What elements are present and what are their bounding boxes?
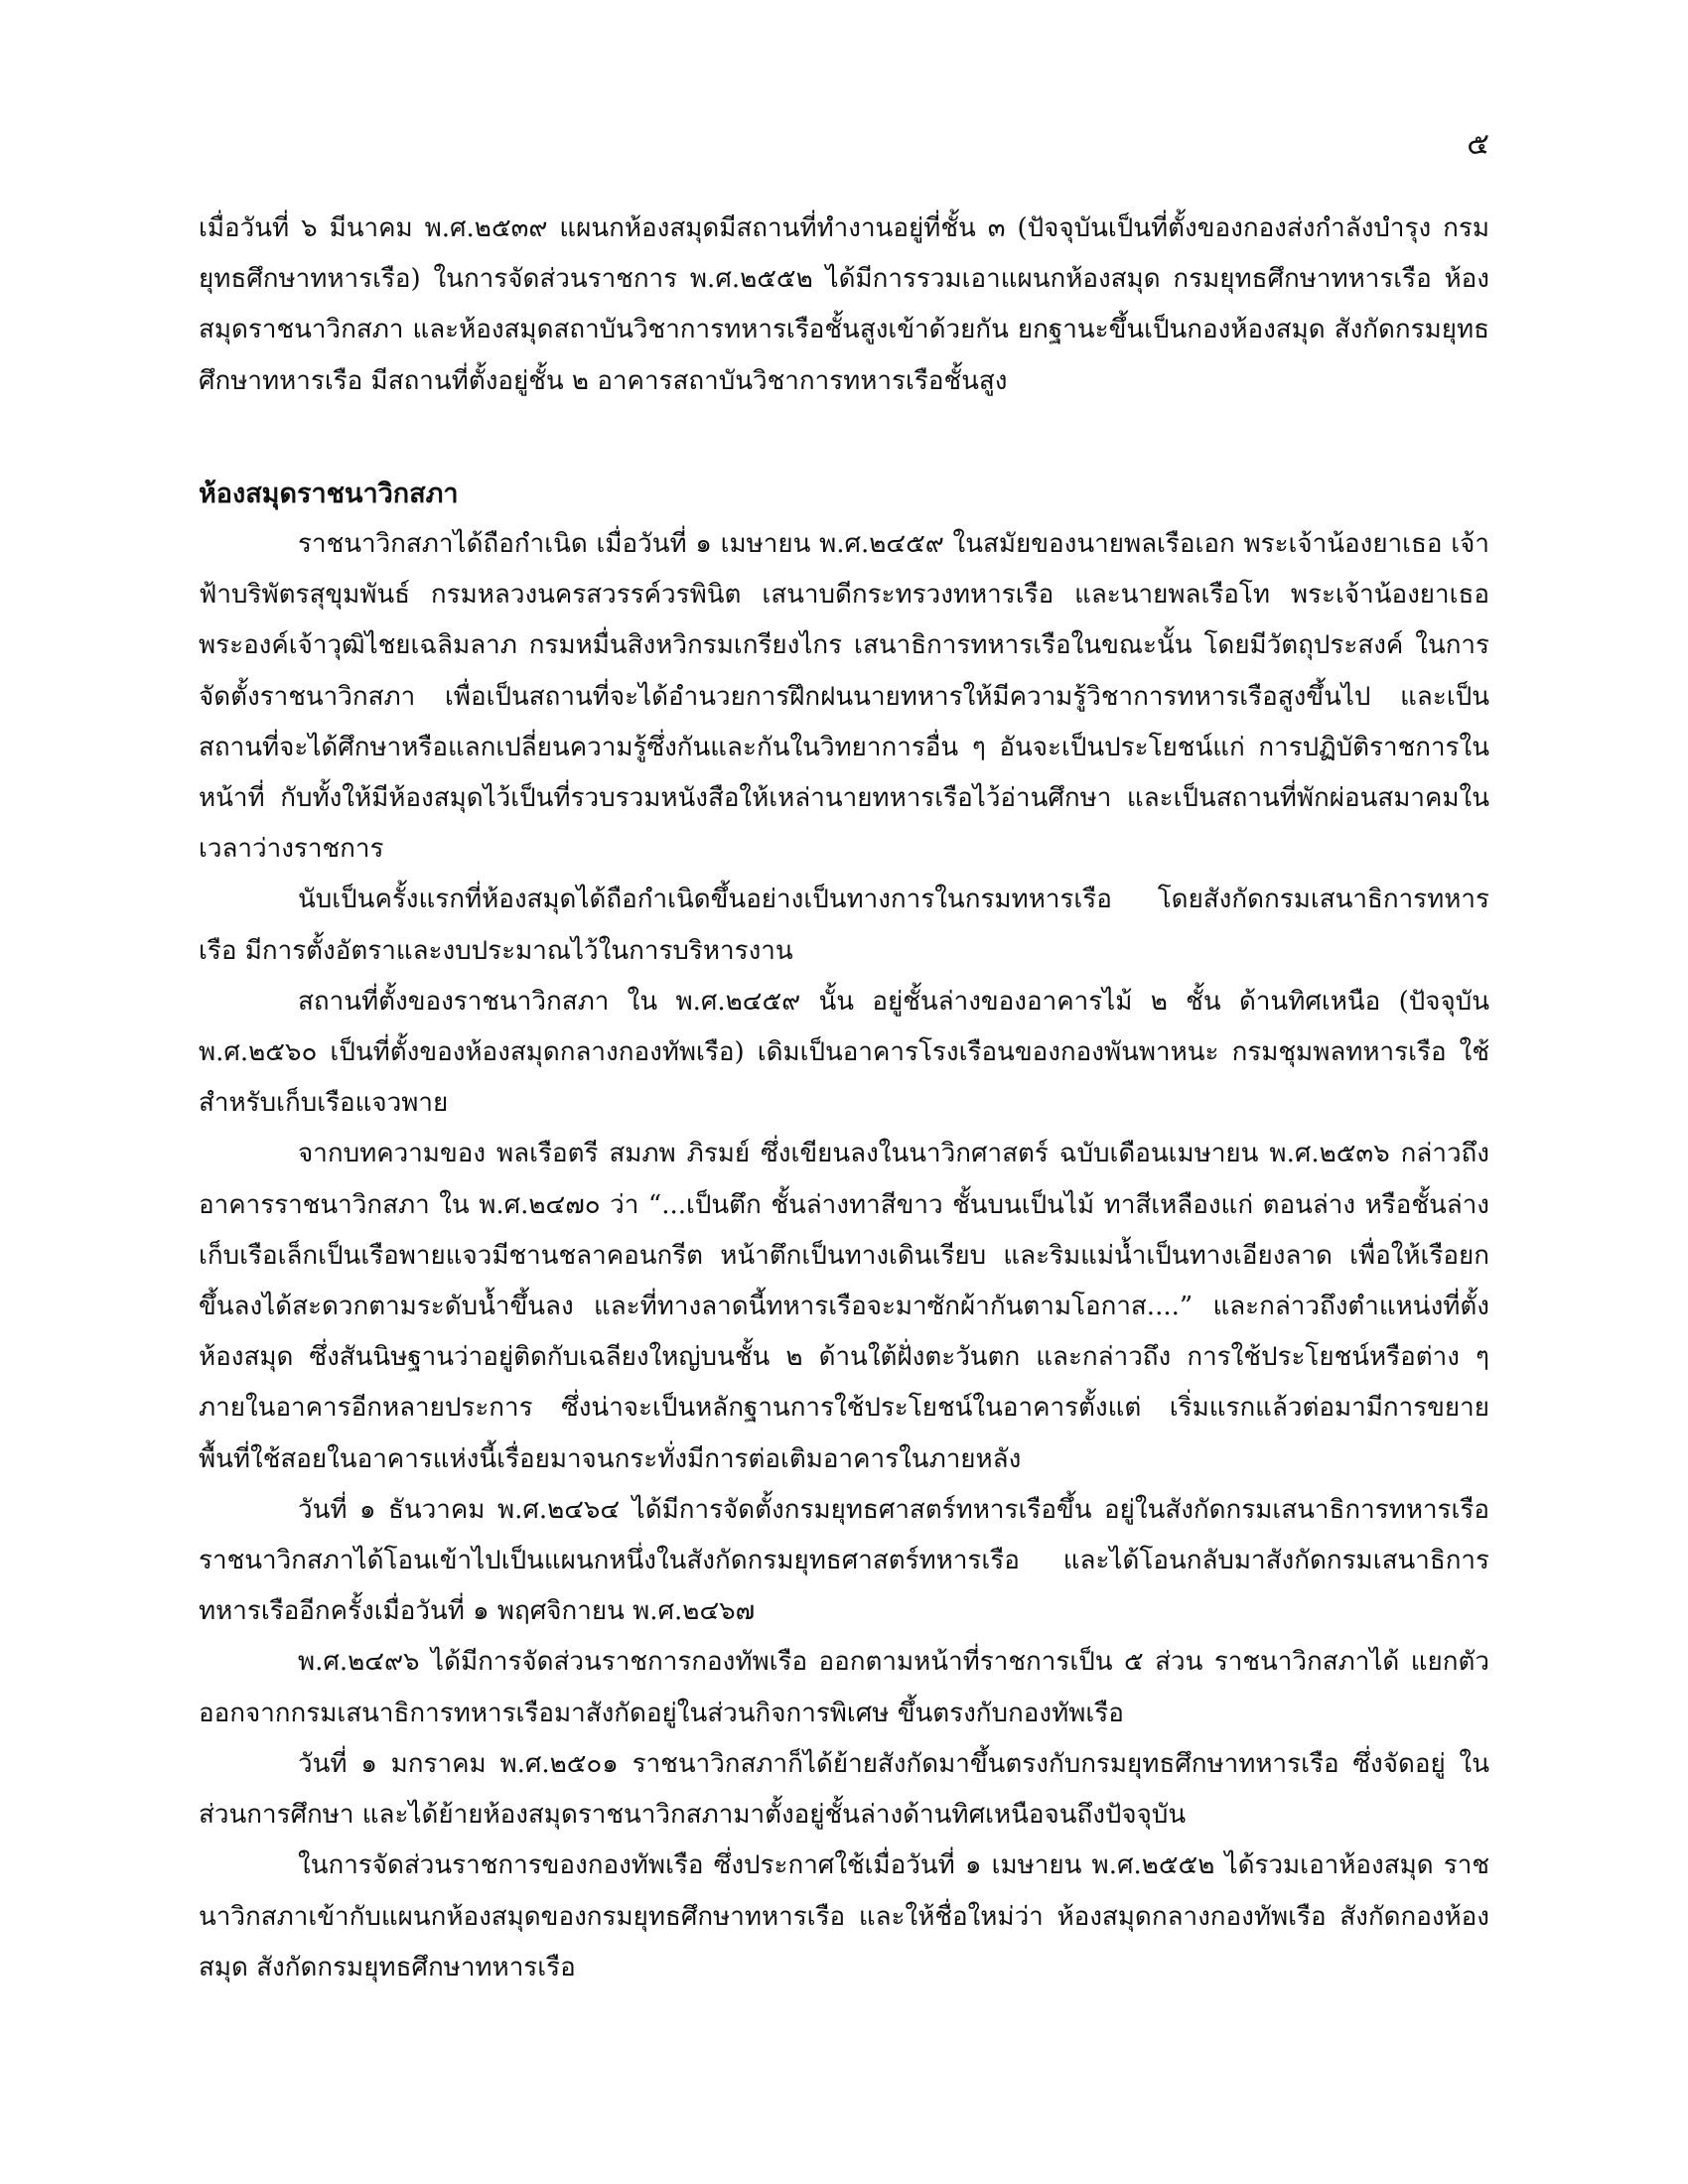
intro-paragraph: เมื่อวันที่ ๖ มีนาคม พ.ศ.๒๕๓๙ แผนกห้องสมุดมีสถานที่ทำงานอยู่ที่ชั้น ๓ (ปัจจุบันเป็นที่ตั้งของกองส่งกำลังบำรุง กรมยุทธศึกษาทหารเรือ) ในการจัดส่วนราชการ พ.ศ.๒๕๕๒ ได้มีการรวมเอาแผนกห้องสมุด กรมยุทธศึกษาทหารเรือ ห้องสมุดราชนาวิกสภา และห้องสมุดสถาบันวิชาการทหารเรือชั้นสูงเข้าด้วยกัน ยกฐานะขึ้นเป็นกองห้องสมุด สังกัดกรมยุทธศึกษาทหารเรือ มีสถานที่ตั้งอยู่ชั้น ๒ อาคารสถาบันวิชาการทหารเรือชั้นสูง xyxy=(199,213,1489,396)
page-number: ๕ xyxy=(1467,127,1489,162)
section-paragraph-2496: พ.ศ.๒๔๙๖ ได้มีการจัดส่วนราชการกองทัพเรือ ออกตามหน้าที่ราชการเป็น ๕ ส่วน ราชนาวิกสภาได้ แยกตัวออกจากกรมเสนาธิการทหารเรือมาสังกัดอยู่ในส่วนกิจการพิเศษ ขึ้นตรงกับกองทัพเรือ xyxy=(199,1647,1489,1728)
section-heading: ห้องสมุดราชนาวิกสภา xyxy=(199,478,459,509)
section-paragraph-2552: ในการจัดส่วนราชการของกองทัพเรือ ซึ่งประกาศใช้เมื่อวันที่ ๑ เมษายน พ.ศ.๒๕๕๒ ได้รวมเอาห้องสมุด ราชนาวิกสภาเข้ากับแผนกห้องสมุดของกรมยุทธศึกษาทหารเรือ และให้ชื่อใหม่ว่า ห้องสมุดกลางกองทัพเรือ สังกัดกองห้องสมุด สังกัดกรมยุทธศึกษาทหารเรือ xyxy=(199,1850,1489,1982)
section-paragraph-2501: วันที่ ๑ มกราคม พ.ศ.๒๕๐๑ ราชนาวิกสภาก็ได้ย้ายสังกัดมาขึ้นตรงกับกรมยุทธศึกษาทหารเรือ ซึ่งจัดอยู่ ในส่วนการศึกษา และได้ย้ายห้องสมุดราชนาวิกสภามาตั้งอยู่ชั้นล่างด้านทิศเหนือจนถึงปัจจุบัน xyxy=(199,1748,1489,1831)
section-paragraph-location: สถานที่ตั้งของราชนาวิกสภา ใน พ.ศ.๒๔๕๙ นั้น อยู่ชั้นล่างของอาคารไม้ ๒ ชั้น ด้านทิศเหนือ (ปัจจุบัน พ.ศ.๒๕๖๐ เป็นที่ตั้งของห้องสมุดกลางกองทัพเรือ) เดิมเป็นอาคารโรงเรือนของกองพันพาหนะ กรมชุมพลทหารเรือ ใช้สำหรับเก็บเรือแจวพาย xyxy=(199,986,1489,1119)
section-paragraph-2464: วันที่ ๑ ธันวาคม พ.ศ.๒๔๖๔ ได้มีการจัดตั้งกรมยุทธศาสตร์ทหารเรือขึ้น อยู่ในสังกัดกรมเสนาธิการทหารเรือ ราชนาวิกสภาได้โอนเข้าไปเป็นแผนกหนึ่งในสังกัดกรมยุทธศาสตร์ทหารเรือ และได้โอนกลับมาสังกัดกรมเสนาธิการ ทหารเรืออีกครั้งเมื่อวันที่ ๑ พฤศจิกายน พ.ศ.๒๔๖๗ xyxy=(199,1494,1489,1627)
section-paragraph-first-library: นับเป็นครั้งแรกที่ห้องสมุดได้ถือกำเนิดขึ้นอย่างเป็นทางการในกรมทหารเรือ โดยสังกัดกรมเสนาธิการทหารเรือ มีการตั้งอัตราและงบประมาณไว้ในการบริหารงาน xyxy=(199,885,1489,966)
section-paragraph-founding: ราชนาวิกสภาได้ถือกำเนิด เมื่อวันที่ ๑ เมษายน พ.ศ.๒๔๕๙ ในสมัยของนายพลเรือเอก พระเจ้าน้องยาเธอ เจ้าฟ้าบริพัตรสุขุมพันธ์ กรมหลวงนครสวรรค์วรพินิต เสนาบดีกระทรวงทหารเรือ และนายพลเรือโท พระเจ้าน้องยาเธอ พระองค์เจ้าวุฒิไชยเฉลิมลาภ กรมหมื่นสิงหวิกรมเกรียงไกร เสนาธิการทหารเรือในขณะนั้น โดยมีวัตถุประสงค์ ในการจัดตั้งราชนาวิกสภา เพื่อเป็นสถานที่จะได้อำนวยการฝึกฝนนายทหารให้มีความรู้วิชาการทหารเรือสูงขึ้นไป และเป็นสถานที่จะได้ศึกษาหรือแลกเปลี่ยนความรู้ซึ่งกันและกันในวิทยาการอื่น ๆ อันจะเป็นประโยชน์แก่ การปฏิบัติราชการในหน้าที่ กับทั้งให้มีห้องสมุดไว้เป็นที่รวบรวมหนังสือให้เหล่านายทหารเรือไว้อ่านศึกษา และเป็นสถานที่พักผ่อนสมาคมในเวลาว่างราชการ xyxy=(199,529,1489,865)
document-body xyxy=(199,204,1489,1993)
section-paragraph-article-quote: จากบทความของ พลเรือตรี สมภพ ภิรมย์ ซึ่งเขียนลงในนาวิกศาสตร์ ฉบับเดือนเมษายน พ.ศ.๒๕๓๖ กล่าวถึงอาคารราชนาวิกสภา ใน พ.ศ.๒๔๗๐ ว่า “...เป็นตึก ชั้นล่างทาสีขาว ชั้นบนเป็นไม้ ทาสีเหลืองแก่ ตอนล่าง หรือชั้นล่างเก็บเรือเล็กเป็นเรือพายแจวมีชานชลาคอนกรีต หน้าตึกเป็นทางเดินเรียบ และริมแม่น้ำเป็นทางเอียงลาด เพื่อให้เรือยกขึ้นลงได้สะดวกตามระดับน้ำขึ้นลง และที่ทางลาดนี้ทหารเรือจะมาซักผ้ากันตามโอกาส....” และกล่าวถึงตำแหน่งที่ตั้งห้องสมุด ซึ่งสันนิษฐานว่าอยู่ติดกับเฉลียงใหญ่บนชั้น ๒ ด้านใต้ฝั่งตะวันตก และกล่าวถึง การใช้ประโยชน์หรือต่าง ๆ ภายในอาคารอีกหลายประการ ซึ่งน่าจะเป็นหลักฐานการใช้ประโยชน์ในอาคารตั้งแต่ เริ่มแรกแล้วต่อมามีการขยายพื้นที่ใช้สอยในอาคารแห่งนี้เรื่อยมาจนกระทั่งมีการต่อเติมอาคารในภายหลัง xyxy=(199,1139,1489,1474)
